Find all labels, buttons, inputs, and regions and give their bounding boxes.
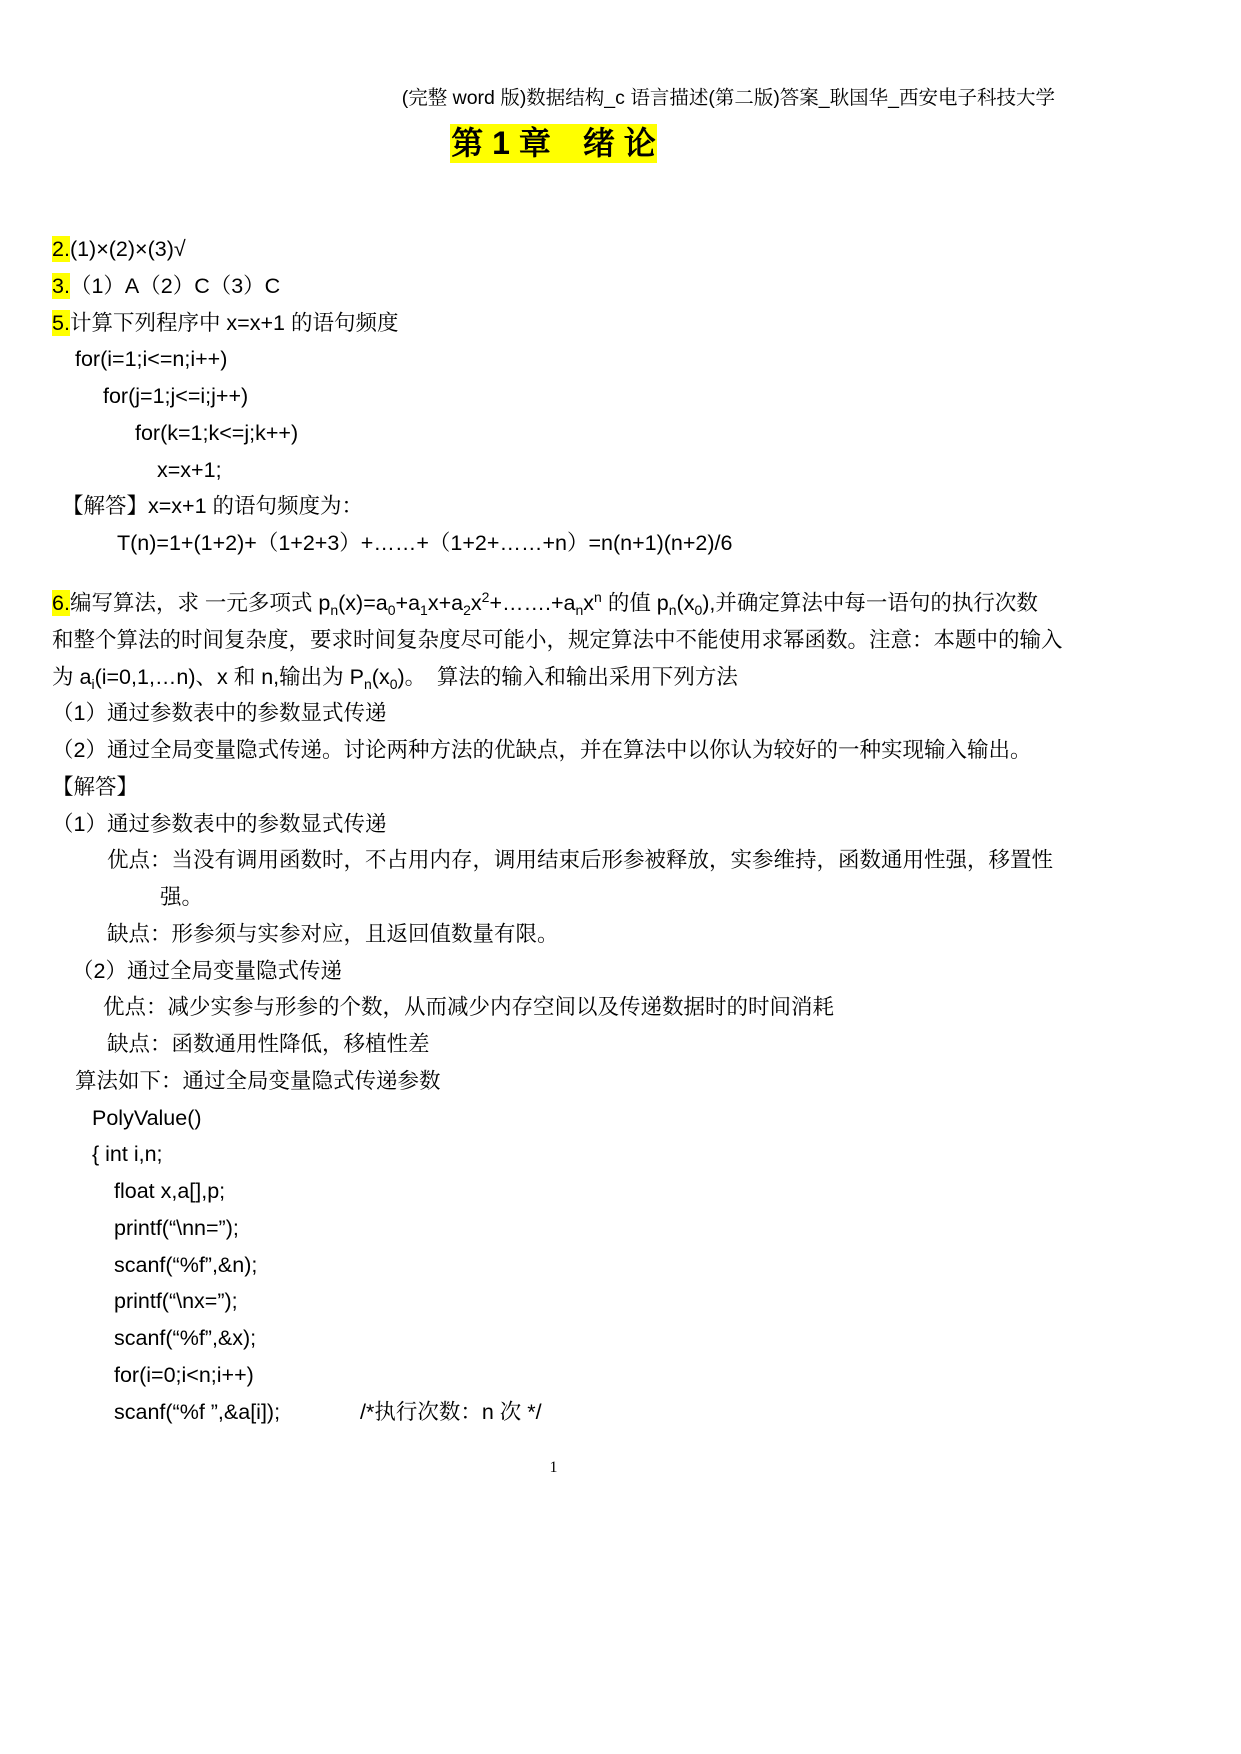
method-2-disadvantages: 缺点：函数通用性降低，移植性差 [107,1032,430,1056]
subscript: n [668,602,677,618]
code-line: PolyValue() [92,1105,202,1130]
method-1-disadvantages: 缺点：形参须与实参对应，且返回值数量有限。 [107,921,559,946]
code-line: x=x+1; [157,457,222,482]
question-text: 编写算法，求 一元多项式 p [69,591,331,615]
subscript: 2 [463,602,471,618]
code-line: printf(“\nn=”); [114,1215,239,1240]
question-text: x [583,591,595,615]
subscript: 0 [387,602,396,618]
code-line: for(i=0;i<n;i++) [114,1362,254,1387]
answer-formula: T(n)=1+(1+2)+（1+2+3）+……+（1+2+……+n）=n(n+1)(n+2)/6 [117,531,733,555]
code-line: scanf(“%f”,&n); [114,1252,258,1277]
code-comment: /*执行次数：n 次 */ [360,1399,542,1424]
question-text: ),并确定算法中每一语句的执行次数 [702,591,1038,615]
exercise-3 [52,268,1055,305]
method-1-heading: （1）通过参数表中的参数显式传递 [52,811,387,836]
code-line: for(j=1;j<=i;j++) [103,384,249,408]
exercise-6-question-line-1 [52,585,1055,622]
subscript: i [91,675,95,692]
code-line: printf(“\nx=”); [114,1289,238,1314]
subscript: 1 [420,602,428,618]
exercise-3-number: 3. [52,273,70,298]
question-text: )。 算法的输入和输出采用下列方法 [397,664,738,689]
exercise-3-answer: （1）A（2）C（3）C [69,273,281,298]
question-text: (i=0,1,…n)、x 和 n,输出为 P [94,664,364,689]
code-line-with-comment [52,1394,1055,1431]
superscript: n [594,589,602,605]
page-number: 1 [549,1459,558,1476]
subscript: 0 [389,675,398,692]
answer-intro: 【解答】x=x+1 的语句频度为： [62,494,364,519]
exercise-6-question-line-3 [52,659,1055,696]
option-1: （1）通过参数表中的参数显式传递 [52,701,387,726]
subscript: 0 [694,602,703,618]
question-text: +a [395,591,421,615]
code-line: for(i=1;i<=n;i++) [75,347,228,372]
code-line: for(k=1;k<=j;k++) [135,420,299,445]
exercise-6-number: 6. [52,591,70,615]
method-2-heading: （2）通过全局变量隐式传递 [72,958,342,983]
question-text: 为 a [52,664,92,689]
question-text: +…….+a [489,591,576,615]
superscript: 2 [481,589,490,605]
subscript: n [363,675,372,692]
exercise-6 [52,585,1063,1430]
algorithm-intro: 算法如下：通过全局变量隐式传递参数 [75,1068,441,1093]
chapter-title: 第 1 章 绪 论 [451,125,656,161]
question-text: (x [676,591,695,615]
code-line: { int i,n; [92,1142,163,1167]
running-header: (完整 word 版)数据结构_c 语言描述(第二版)答案_耿国华_西安电子科技大学 [401,87,1055,109]
question-text: x+a [427,591,464,615]
subscript: n [575,602,584,618]
code-line: scanf(“%f ”,&a[i]); [114,1399,281,1424]
question-text: x [470,591,482,615]
method-2-advantages: 优点：减少实参与形参的个数，从而减少内存空间以及传递数据时的时间消耗 [103,995,835,1020]
exercise-5-question: 计算下列程序中 x=x+1 的语句频度 [69,310,399,335]
method-1-advantages-continued: 强。 [160,885,204,909]
solution-label: 【解答】 [52,774,139,799]
code-line: scanf(“%f”,&x); [114,1326,257,1350]
exercise-5 [52,305,1055,342]
exercise-2-answer: (1)×(2)×(3)√ [69,237,186,261]
exercises-2-to-5 [52,231,1055,562]
exercise-6-question-line-2: 和整个算法的时间复杂度，要求时间复杂度尽可能小，规定算法中不能使用求幂函数。注意：本题中的输入 [52,627,1063,652]
question-text: 的值 p [601,591,669,615]
exercise-5-number: 5. [52,310,70,335]
question-text: (x)=a [338,591,388,615]
exercise-2 [52,231,1055,268]
exercise-2-number: 2. [52,237,70,261]
question-text: (x [371,664,390,689]
option-2: （2）通过全局变量隐式传递。讨论两种方法的优缺点，并在算法中以你认为较好的一种实现输入输出。 [52,738,1032,762]
subscript: n [330,602,339,618]
method-1-advantages: 优点：当没有调用函数时，不占用内存，调用结束后形参被释放，实参维持，函数通用性强，移置性 [107,848,1054,873]
chapter-heading [52,124,1055,163]
code-line: float x,a[],p; [114,1179,226,1203]
